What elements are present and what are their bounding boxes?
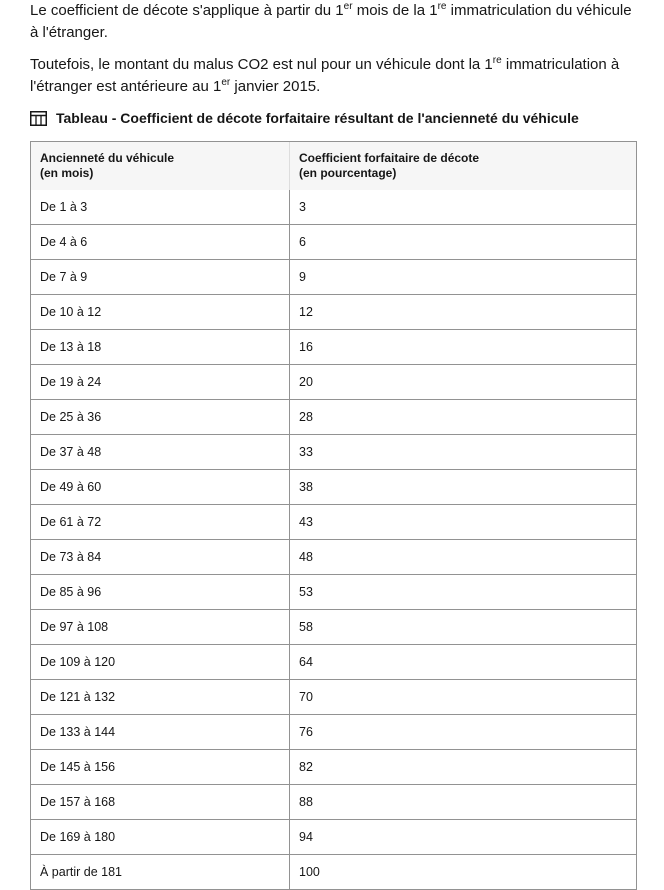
cell-anciennete: De 61 à 72	[31, 505, 290, 540]
column-header-line: (en pourcentage)	[299, 166, 397, 180]
cell-coefficient: 16	[290, 330, 637, 365]
cell-coefficient: 48	[290, 540, 637, 575]
superscript: re	[492, 55, 502, 66]
cell-coefficient: 33	[290, 435, 637, 470]
cell-anciennete: De 85 à 96	[31, 575, 290, 610]
cell-coefficient: 6	[290, 225, 637, 260]
superscript: re	[437, 1, 447, 12]
paragraph-text: mois de la 1	[352, 2, 438, 19]
table-row	[31, 330, 636, 365]
cell-anciennete: De 157 à 168	[31, 785, 290, 820]
cell-anciennete: De 109 à 120	[31, 645, 290, 680]
table-row	[31, 400, 636, 435]
cell-coefficient: 64	[290, 645, 637, 680]
cell-anciennete: De 10 à 12	[31, 295, 290, 330]
cell-anciennete: De 133 à 144	[31, 715, 290, 750]
cell-anciennete: De 121 à 132	[31, 680, 290, 715]
cell-anciennete: De 4 à 6	[31, 225, 290, 260]
superscript: er	[221, 77, 231, 88]
table-caption	[30, 108, 579, 128]
table-row	[31, 785, 636, 820]
table-icon	[30, 111, 47, 126]
cell-anciennete: De 97 à 108	[31, 610, 290, 645]
table-row	[31, 365, 636, 400]
superscript: er	[343, 1, 353, 12]
cell-coefficient: 53	[290, 575, 637, 610]
cell-coefficient: 38	[290, 470, 637, 505]
cell-coefficient: 100	[290, 855, 637, 890]
cell-anciennete: À partir de 181	[31, 855, 290, 890]
table-row	[31, 575, 636, 610]
cell-anciennete: De 145 à 156	[31, 750, 290, 785]
decote-table-container	[30, 141, 637, 890]
table-row	[31, 505, 636, 540]
paragraph-text: Le coefficient de décote s'applique à partir du 1	[30, 2, 344, 19]
table-header-row	[31, 142, 636, 190]
table-row	[31, 645, 636, 680]
decote-table	[31, 142, 636, 890]
paragraph-text: immatriculation à l'étranger est antérieure au 1	[30, 56, 620, 95]
table-row	[31, 260, 636, 295]
cell-coefficient: 94	[290, 820, 637, 855]
table-row	[31, 610, 636, 645]
cell-coefficient: 20	[290, 365, 637, 400]
table-row	[31, 540, 636, 575]
table-title: Tableau - Coefficient de décote forfaitaire résultant de l'ancienneté du véhicule	[56, 110, 579, 126]
cell-coefficient: 88	[290, 785, 637, 820]
cell-anciennete: De 73 à 84	[31, 540, 290, 575]
paragraph-decote-start	[30, 0, 640, 44]
column-header-coefficient	[290, 142, 637, 190]
table-row	[31, 855, 636, 890]
table-row	[31, 435, 636, 470]
column-header-line: (en mois)	[40, 166, 94, 180]
table-row	[31, 820, 636, 855]
cell-anciennete: De 25 à 36	[31, 400, 290, 435]
table-row	[31, 295, 636, 330]
cell-anciennete: De 13 à 18	[31, 330, 290, 365]
cell-anciennete: De 37 à 48	[31, 435, 290, 470]
column-header-line: Coefficient forfaitaire de décote	[299, 151, 480, 165]
table-row	[31, 715, 636, 750]
cell-coefficient: 9	[290, 260, 637, 295]
column-header-line: Ancienneté du véhicule	[40, 151, 175, 165]
cell-coefficient: 76	[290, 715, 637, 750]
table-row	[31, 470, 636, 505]
cell-coefficient: 3	[290, 190, 637, 225]
paragraph-text: Toutefois, le montant du malus CO2 est nul pour un véhicule dont la 1	[30, 56, 493, 73]
paragraph-text: immatriculation du véhicule à l'étranger.	[30, 2, 632, 41]
table-body	[31, 190, 636, 890]
paragraph-malus-exception	[30, 54, 640, 98]
cell-coefficient: 12	[290, 295, 637, 330]
cell-coefficient: 28	[290, 400, 637, 435]
cell-anciennete: De 1 à 3	[31, 190, 290, 225]
column-header-anciennete	[31, 142, 290, 190]
cell-coefficient: 43	[290, 505, 637, 540]
table-row	[31, 750, 636, 785]
table-row	[31, 225, 636, 260]
cell-anciennete: De 169 à 180	[31, 820, 290, 855]
table-row	[31, 680, 636, 715]
cell-anciennete: De 7 à 9	[31, 260, 290, 295]
cell-coefficient: 70	[290, 680, 637, 715]
cell-coefficient: 58	[290, 610, 637, 645]
cell-coefficient: 82	[290, 750, 637, 785]
cell-anciennete: De 19 à 24	[31, 365, 290, 400]
cell-anciennete: De 49 à 60	[31, 470, 290, 505]
table-row	[31, 190, 636, 225]
paragraph-text: janvier 2015.	[230, 78, 321, 95]
